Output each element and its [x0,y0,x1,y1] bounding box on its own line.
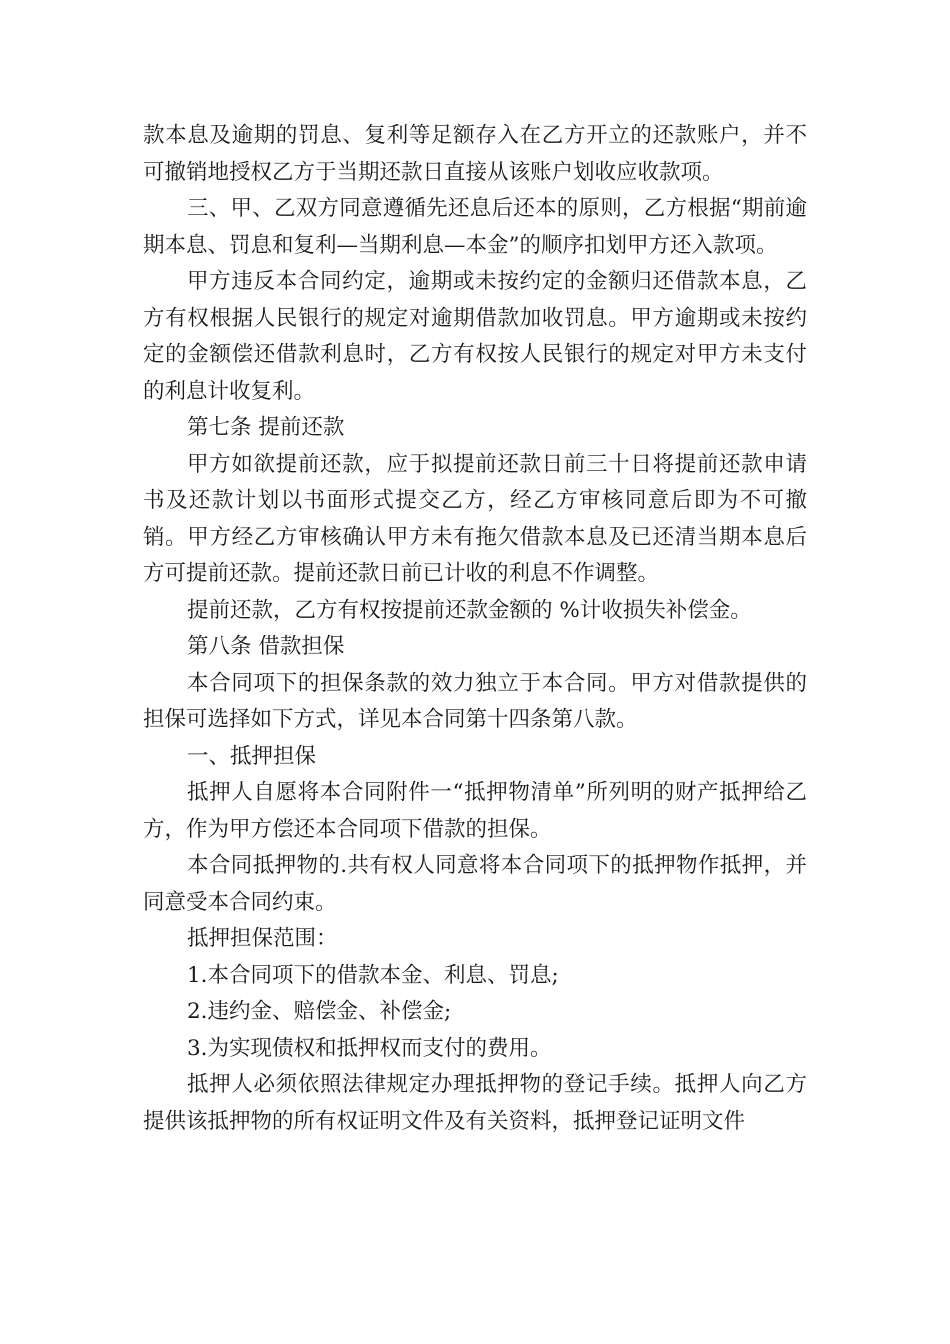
paragraph-registration: 抵押人必须依照法律规定办理抵押物的登记手续。抵押人向乙方提供该抵押物的所有权证明文件及有关资料，抵押登记证明文件 [143,1072,807,1134]
list-item-1: 1.本合同项下的借款本金、利息、罚息; [187,962,559,988]
paragraph-guarantee-independence: 本合同项下的担保条款的效力独立于本合同。甲方对借款提供的担保可选择如下方式，详见本合同第十四条第八款。 [143,670,807,732]
paragraph-continuation: 款本息及逾期的罚息、复利等足额存入在乙方开立的还款账户，并不可撤销地授权乙方于当期还款日直接从该账户划收应收款项。 [143,123,807,185]
paragraph-mortgagor-consent: 抵押人自愿将本合同附件一“抵押物清单”所列明的财产抵押给乙方，作为甲方偿还本合同项下借款的担保。 [143,780,807,842]
heading-mortgage-guarantee: 一、抵押担保 [187,743,317,769]
paragraph-repayment-order: 三、甲、乙双方同意遵循先还息后还本的原则，乙方根据“期前逾期本息、罚息和复利—当期利息—本金”的顺序扣划甲方还入款项。 [143,196,807,258]
list-item-3: 3.为实现债权和抵押权而支付的费用。 [187,1035,552,1061]
heading-guarantee-scope: 抵押担保范围： [187,926,338,951]
paragraph-co-owner-consent: 本合同抵押物的.共有权人同意将本合同项下的抵押物作抵押，并同意受本合同约束。 [143,853,807,915]
heading-article-8: 第八条 借款担保 [187,634,345,659]
paragraph-compensation: 提前还款，乙方有权按提前还款金额的 %计收损失补偿金。 [187,597,752,623]
paragraph-penalty-interest: 甲方违反本合同约定，逾期或未按约定的金额归还借款本息，乙方有权根据人民银行的规定对逾期借款加收罚息。甲方逾期或未按约定的金额偿还借款利息时，乙方有权按人民银行的规定对甲方未支付的利息计收复利。 [143,269,807,404]
heading-article-7: 第七条 提前还款 [187,415,345,440]
paragraph-early-repayment: 甲方如欲提前还款，应于拟提前还款日前三十日将提前还款申请书及还款计划以书面形式提交乙方，经乙方审核同意后即为不可撤销。甲方经乙方审核确认甲方未有拖欠借款本息及已还清当期本息后方可提前还款。提前还款日前已计收的利息不作调整。 [143,451,807,586]
list-item-2: 2.违约金、赔偿金、补偿金; [187,999,452,1024]
document-body [143,118,807,1140]
